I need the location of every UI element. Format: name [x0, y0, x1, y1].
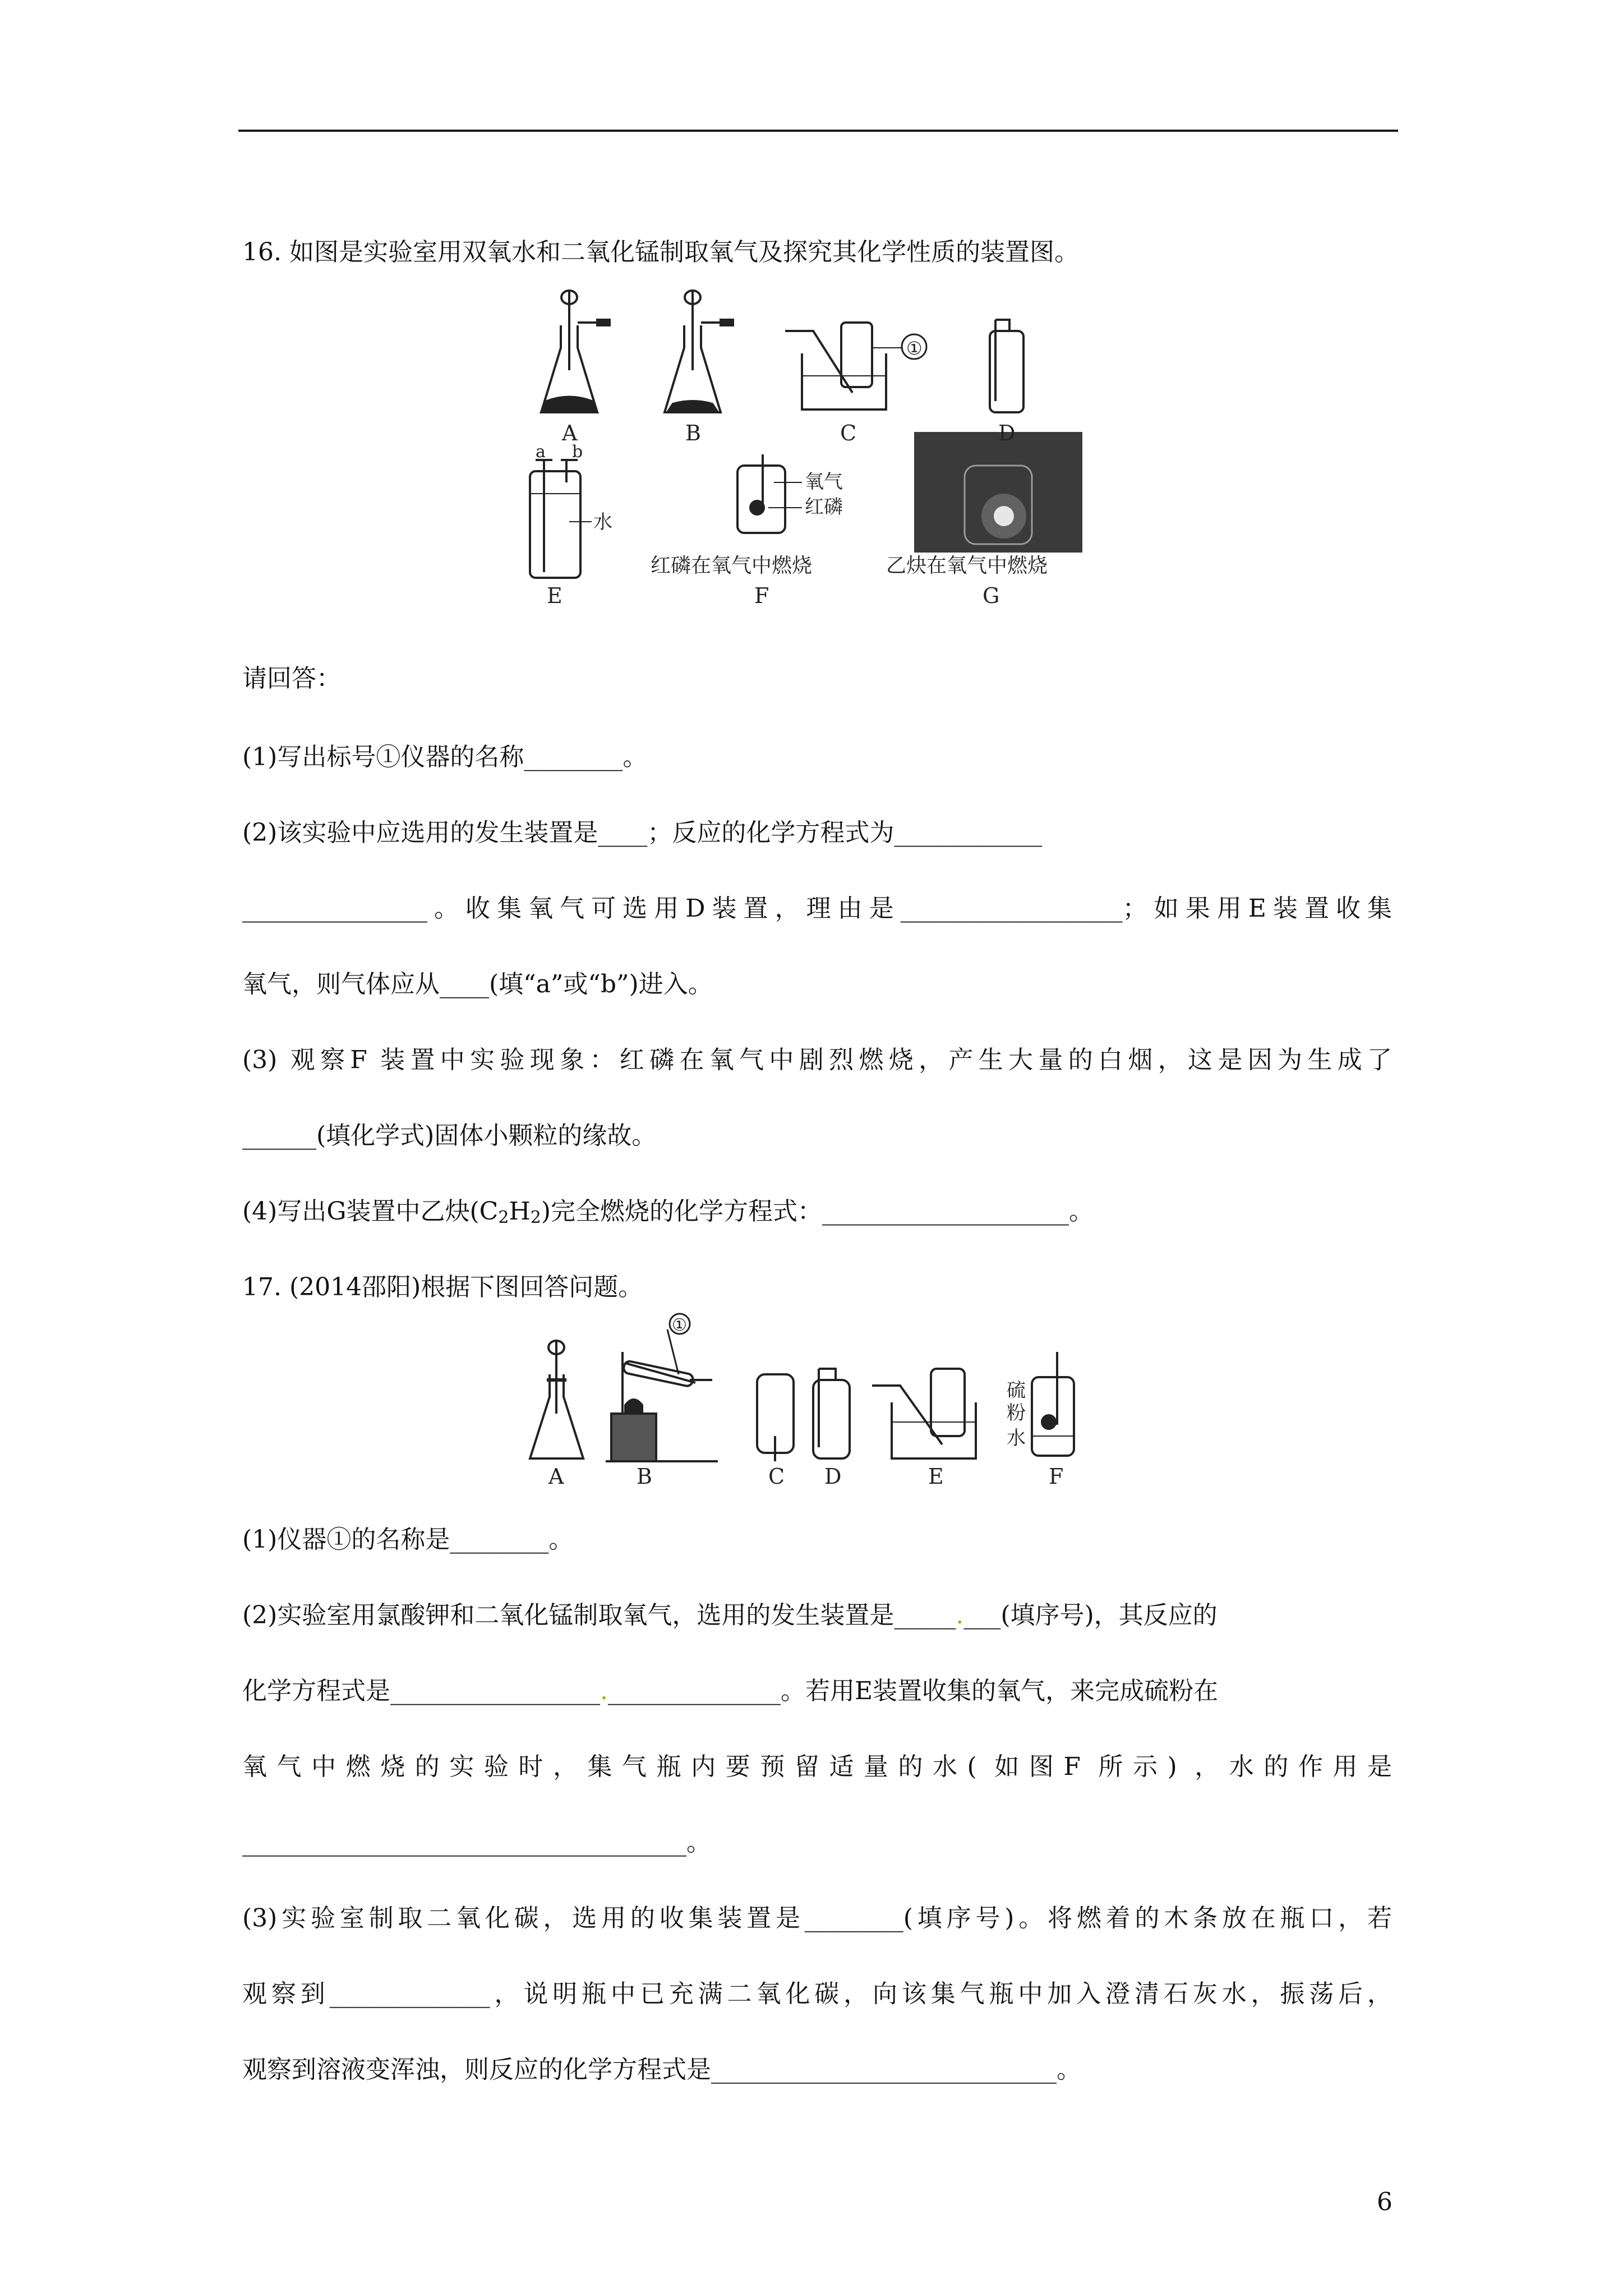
- apparatus-d: [813, 1369, 850, 1458]
- label-g: G: [983, 583, 1000, 608]
- label-e-a: a: [536, 442, 546, 462]
- apparatus-b: [665, 291, 733, 412]
- q17-part3-line3: 观察到溶液变浑浊，则反应的化学方程式是____________________________。: [242, 2055, 1081, 2084]
- label-c: C: [768, 1464, 785, 1487]
- apparatus-e: [530, 460, 592, 578]
- q17-apparatus-diagram: [527, 1307, 1110, 1487]
- apparatus-g-photo: [914, 432, 1082, 553]
- q17-stem: 17. (2014邵阳)根据下图回答问题。: [242, 1273, 643, 1301]
- q16-part3-line2: ______(填化学式)固体小颗粒的缘故。: [242, 1121, 657, 1150]
- label-a: A: [548, 1464, 564, 1487]
- q16-figure: [522, 280, 1110, 617]
- label-c: C: [840, 421, 857, 445]
- q17-part3-line1: (3)实验室制取二氧化碳，选用的收集装置是________(填序号)。将燃着的木条放在瓶口，若: [242, 1904, 1392, 1932]
- label-e: E: [547, 583, 562, 608]
- q17-part2-line2-b: ______________。若用E装置收集的氧气，来完成硫粉在: [608, 1677, 1219, 1705]
- apparatus-c: [757, 1374, 794, 1461]
- q16-part2-line2: _______________。收集氧气可选用D装置，理由是__________________；如果用E装置收集: [242, 894, 1392, 923]
- q16-stem: 16. 如图是实验室用双氧水和二氧化锰制取氧气及探究其化学性质的装置图。: [242, 238, 1079, 266]
- label-c-mark: ①: [906, 338, 923, 359]
- apparatus-f: [737, 454, 802, 533]
- label-e-b: b: [572, 442, 583, 462]
- label-d: D: [824, 1464, 842, 1487]
- label-e-water: 水: [593, 511, 612, 533]
- label-e: E: [928, 1464, 944, 1487]
- q16-part3-line1: (3) 观察F 装置中实验现象：红磷在氧气中剧烈燃烧，产生大量的白烟，这是因为生成了: [242, 1046, 1392, 1074]
- header-rule: [238, 130, 1398, 132]
- q17-part2-line1-a: (2)实验室用氯酸钾和二氧化锰制取氧气，选用的发生装置是_____: [242, 1601, 956, 1630]
- q16-part4: [242, 1195, 1094, 1228]
- q16-part4-text-a: (4)写出G装置中乙炔(C: [242, 1197, 499, 1226]
- page-number: 6: [1377, 2188, 1393, 2216]
- apparatus-c: [785, 323, 926, 409]
- apparatus-a: [530, 1341, 583, 1458]
- q17-part2-line2: [242, 1674, 1218, 1708]
- label-b: B: [637, 1464, 652, 1487]
- label-f-sulfur1: 硫: [1007, 1379, 1026, 1402]
- q16-apparatus-diagram: [522, 280, 1110, 617]
- label-a: A: [562, 421, 578, 445]
- q17-part2-line2-a: 化学方程式是_________________: [242, 1677, 600, 1705]
- q16-part4-text-c: )完全燃烧的化学方程式：____________________。: [541, 1197, 1094, 1226]
- q16-part1: (1)写出标号①仪器的名称________。: [242, 743, 648, 771]
- apparatus-b: [606, 1314, 718, 1461]
- label-f-sulfur2: 粉: [1007, 1402, 1026, 1424]
- q17-part2-line1-b: ___(填序号)，其反应的: [963, 1601, 1218, 1630]
- label-b: B: [685, 421, 701, 445]
- q16-part4-sub1: 2: [498, 1208, 509, 1227]
- apparatus-d: [990, 320, 1023, 412]
- label-f-oxygen: 氧气: [805, 471, 843, 493]
- q17-part1: (1)仪器①的名称是________。: [242, 1525, 574, 1554]
- q16-part2-line1: (2)该实验中应选用的发生装置是____；反应的化学方程式为____________: [242, 818, 1043, 847]
- label-d: D: [998, 421, 1016, 445]
- apparatus-a: [541, 291, 610, 412]
- q16-part4-sub2: 2: [530, 1208, 541, 1227]
- q17-part3-line2: 观察到_____________，说明瓶中已充满二氧化碳，向该集气瓶中加入澄清石灰水，振荡后，: [242, 1980, 1392, 2008]
- apparatus-f: [1032, 1352, 1074, 1456]
- label-g-caption: 乙炔在氧气中燃烧: [886, 554, 1048, 577]
- q17-part2-dot2: .: [600, 1677, 608, 1705]
- q16-part2-line3: 氧气，则气体应从____(填“a”或“b”)进入。: [242, 970, 713, 999]
- q17-part2-line3: 氧气中燃烧的实验时，集气瓶内要预留适量的水( 如图F 所示) ，水的作用是: [242, 1752, 1392, 1781]
- q16-prompt: 请回答：: [242, 664, 341, 693]
- q17-figure: [527, 1307, 1110, 1487]
- q17-part2-line4: ____________________________________。: [242, 1828, 711, 1857]
- q17-part2-dot1: .: [956, 1601, 964, 1630]
- q16-part4-text-b: H: [509, 1197, 531, 1226]
- label-b-mark: ①: [672, 1315, 687, 1335]
- label-f-caption: 红磷在氧气中燃烧: [651, 554, 813, 577]
- label-f: F: [1049, 1464, 1064, 1487]
- q17-part2-line1: [242, 1599, 1218, 1632]
- label-f-phosphorus: 红磷: [805, 496, 843, 518]
- label-f: F: [754, 583, 769, 608]
- label-f-water: 水: [1007, 1427, 1026, 1450]
- apparatus-e: [872, 1369, 976, 1458]
